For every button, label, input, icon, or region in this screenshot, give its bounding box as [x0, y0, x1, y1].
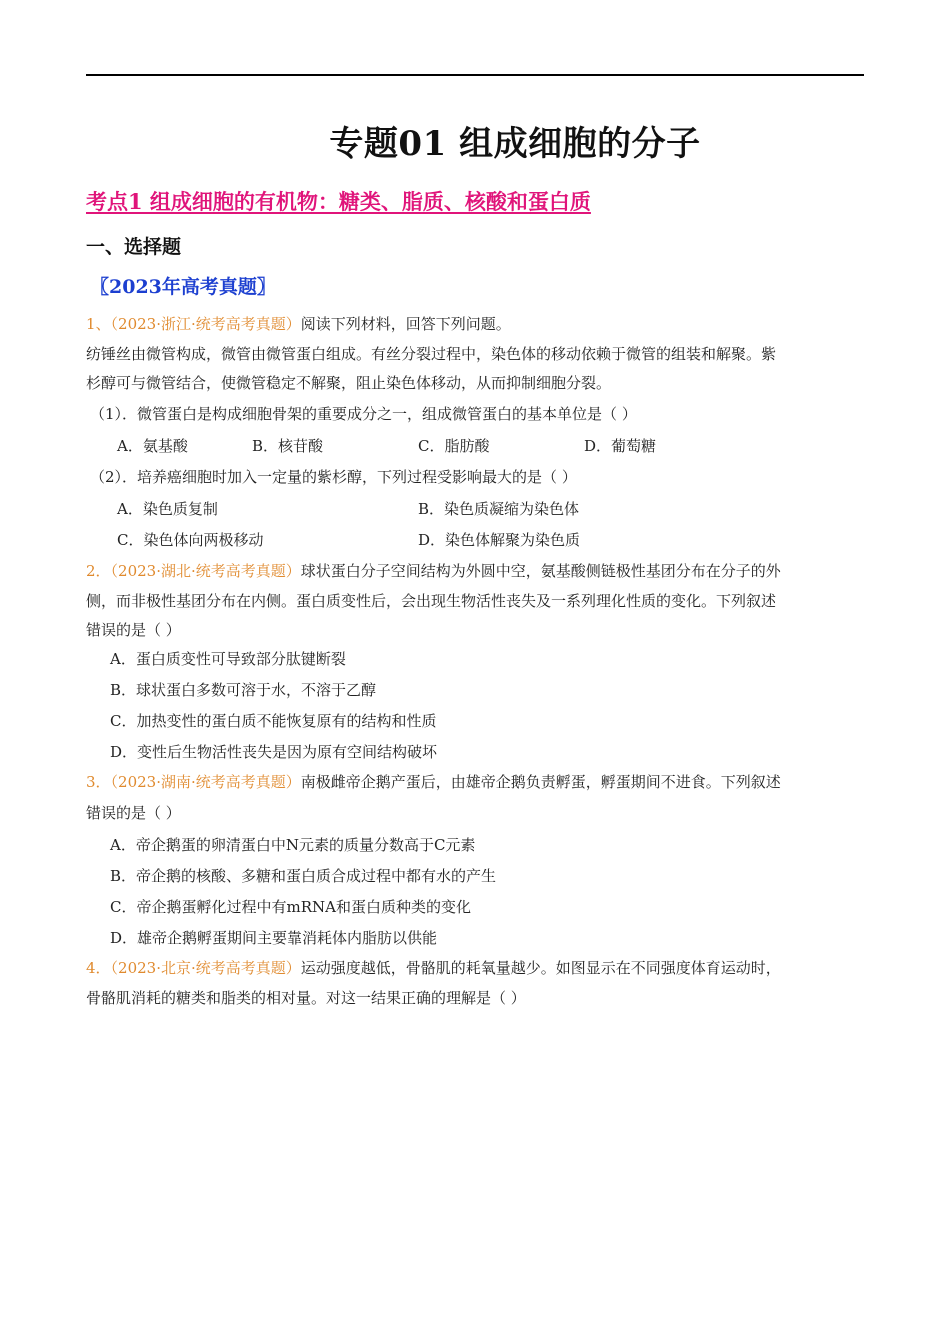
option-a: A．蛋白质变性可导致部分肽键断裂 — [110, 650, 346, 668]
option-b: B．帝企鹅的核酸、多糖和蛋白质合成过程中都有水的产生 — [110, 867, 497, 885]
question-2-stem-line3: 错误的是（ ） — [86, 621, 181, 639]
question-number: 4． — [86, 959, 111, 977]
question-number: 3． — [86, 773, 111, 791]
option-b: B．核苷酸 — [252, 437, 324, 455]
option-c: C．染色体向两极移动 — [117, 531, 264, 549]
option-b: B．染色质凝缩为染色体 — [418, 500, 580, 518]
option-c: C．加热变性的蛋白质不能恢复原有的结构和性质 — [110, 712, 437, 730]
question-source: （2023·浙江·统考高考真题） — [110, 315, 301, 333]
option-b: B．球状蛋白多数可溶于水，不溶于乙醇 — [110, 681, 377, 699]
option-d: D．雄帝企鹅孵蛋期间主要靠消耗体内脂肪以供能 — [110, 929, 438, 947]
question-stem: 球状蛋白分子空间结构为外圆中空，氨基酸侧链极性基团分布在分子的外 — [300, 562, 781, 580]
page-title: 专题01 组成细胞的分子 — [329, 124, 701, 164]
year-header: 〖2023年高考真题〗 — [90, 276, 276, 298]
question-4-header — [86, 958, 781, 978]
option-a: A．帝企鹅蛋的卵清蛋白中N元素的质量分数高于C元素 — [110, 836, 476, 854]
question-stem: 运动强度越低，骨骼肌的耗氧量越少。如图显示在不同强度体育运动时， — [300, 959, 781, 977]
question-3-header — [86, 772, 781, 792]
question-3-stem-line2: 错误的是（ ） — [86, 804, 181, 822]
kaodian-heading: 考点1 组成细胞的有机物：糖类、脂质、核酸和蛋白质 — [86, 189, 591, 214]
header-rule — [86, 74, 864, 76]
section-heading: 一、选择题 — [86, 236, 182, 258]
question-number: 2． — [86, 562, 111, 580]
question-stem: 阅读下列材料，回答下列问题。 — [300, 315, 511, 333]
question-stem: 南极雌帝企鹅产蛋后，由雄帝企鹅负责孵蛋，孵蛋期间不进食。下列叙述 — [300, 773, 781, 791]
question-2-header — [86, 561, 781, 581]
option-d: D．变性后生物活性丧失是因为原有空间结构破坏 — [110, 743, 438, 761]
option-c: C．帝企鹅蛋孵化过程中有mRNA和蛋白质种类的变化 — [110, 898, 471, 916]
question-number: 1、 — [86, 315, 111, 333]
question-1-material-line1: 纺锤丝由微管构成，微管由微管蛋白组成。有丝分裂过程中，染色体的移动依赖于微管的组装和解聚。紫 — [86, 345, 777, 363]
question-2-stem-line2: 侧，而非极性基团分布在内侧。蛋白质变性后，会出现生物活性丧失及一系列理化性质的变化。下列叙述 — [86, 592, 777, 610]
question-4-stem-line2: 骨骼肌消耗的糖类和脂类的相对量。对这一结果正确的理解是（ ） — [86, 989, 526, 1007]
option-d: D．染色体解聚为染色质 — [418, 531, 581, 549]
question-1-material-line2: 杉醇可与微管结合，使微管稳定不解聚，阻止染色体移动，从而抑制细胞分裂。 — [86, 374, 612, 392]
question-1-sub1: （1）．微管蛋白是构成细胞骨架的重要成分之一，组成微管蛋白的基本单位是（ ） — [90, 405, 637, 423]
option-c: C．脂肪酸 — [418, 437, 490, 455]
question-source: （2023·北京·统考高考真题） — [110, 959, 301, 977]
option-a: A．染色质复制 — [117, 500, 218, 518]
question-1-header — [86, 314, 511, 334]
question-source: （2023·湖南·统考高考真题） — [110, 773, 301, 791]
option-d: D．葡萄糖 — [584, 437, 657, 455]
question-1-sub2: （2）．培养癌细胞时加入一定量的紫杉醇，下列过程受影响最大的是（ ） — [90, 468, 577, 486]
option-a: A．氨基酸 — [117, 437, 188, 455]
question-source: （2023·湖北·统考高考真题） — [110, 562, 301, 580]
